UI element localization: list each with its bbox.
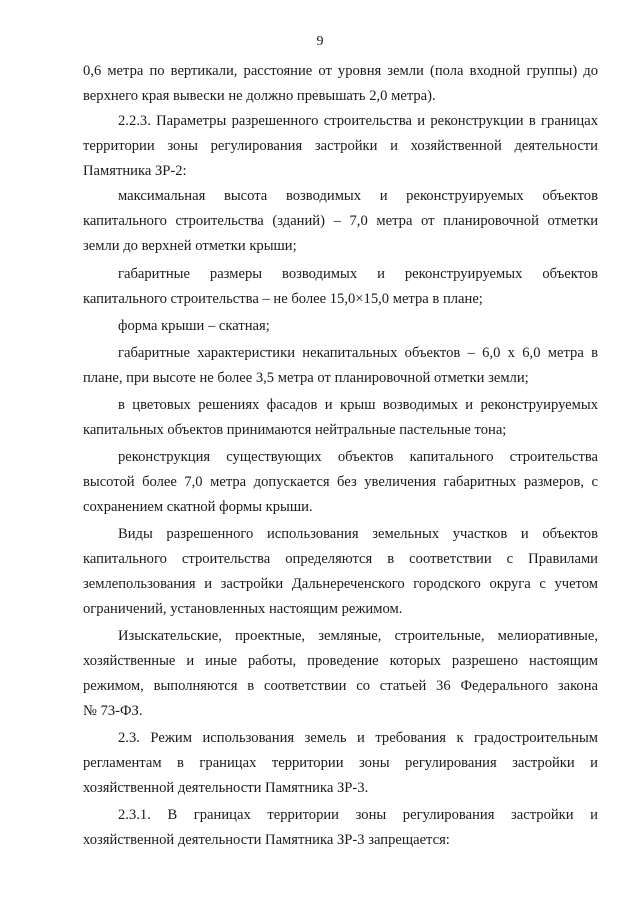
text-line: габаритные размеры возводимых и реконструируемых объектов xyxy=(118,266,598,282)
text-line: реконструкция существующих объектов капитального строительства xyxy=(118,449,598,465)
text-line: Виды разрешенного использования земельных участков и объектов xyxy=(118,526,598,542)
page-number: 9 xyxy=(316,34,324,49)
section-2-2-3-heading: 2.2.3. Параметры разрешенного строительства и реконструкции в границах xyxy=(118,113,598,129)
text-line: хозяйственной деятельности Памятника ЗР-3 запрещается: xyxy=(83,832,450,848)
text-line: капитального строительства (зданий) – 7,0 метра от планировочной отметки xyxy=(83,213,598,229)
section-2-3-heading: 2.3. Режим использования земель и требования к градостроительным xyxy=(118,730,598,746)
text-line: капитальных объектов принимаются нейтральные пастельные тона; xyxy=(83,422,507,438)
text-line: плане, при высоте не более 3,5 метра от планировочной отметки земли; xyxy=(83,370,529,386)
text-line: режимом, выполняются в соответствии со статьей 36 Федерального закона xyxy=(83,678,598,694)
text-line: земли до верхней отметки крыши; xyxy=(83,238,297,254)
text-line: хозяйственной деятельности Памятника ЗР-3. xyxy=(83,780,369,796)
text-line: хозяйственные и иные работы, проведение которых разрешено настоящим xyxy=(83,653,598,669)
text-line: высотой более 7,0 метра допускается без увеличения габаритных размеров, с xyxy=(83,474,598,490)
text-line: сохранением скатной формы крыши. xyxy=(83,499,313,515)
text-line: капитального строительства определяются в соответствии с Правилами xyxy=(83,551,598,567)
text-line: габаритные характеристики некапитальных объектов – 6,0 х 6,0 метра в xyxy=(118,345,598,361)
text-line: Изыскательские, проектные, земляные, строительные, мелиоративные, xyxy=(118,628,598,644)
text-line: максимальная высота возводимых и реконструируемых объектов xyxy=(118,188,598,204)
section-2-3-1-heading: 2.3.1. В границах территории зоны регулирования застройки и xyxy=(118,807,598,823)
text-line: Памятника ЗР-2: xyxy=(83,163,187,179)
text-line: верхнего края вывески не должно превышать 2,0 метра). xyxy=(83,88,436,104)
text-line: землепользования и застройки Дальнереченского городского округа с учетом xyxy=(83,576,598,592)
text-line: в цветовых решениях фасадов и крыш возводимых и реконструируемых xyxy=(118,397,598,413)
text-line: 0,6 метра по вертикали, расстояние от уровня земли (пола входной группы) до xyxy=(83,63,598,79)
text-line: ограничений, установленных настоящим режимом. xyxy=(83,601,403,617)
text-line: № 73-ФЗ. xyxy=(83,703,143,719)
text-line: регламентам в границах территории зоны регулирования застройки и xyxy=(83,755,598,771)
text-line: территории зоны регулирования застройки и хозяйственной деятельности xyxy=(83,138,598,154)
text-line: форма крыши – скатная; xyxy=(118,318,270,334)
text-line: капитального строительства – не более 15,0×15,0 метра в плане; xyxy=(83,291,483,307)
